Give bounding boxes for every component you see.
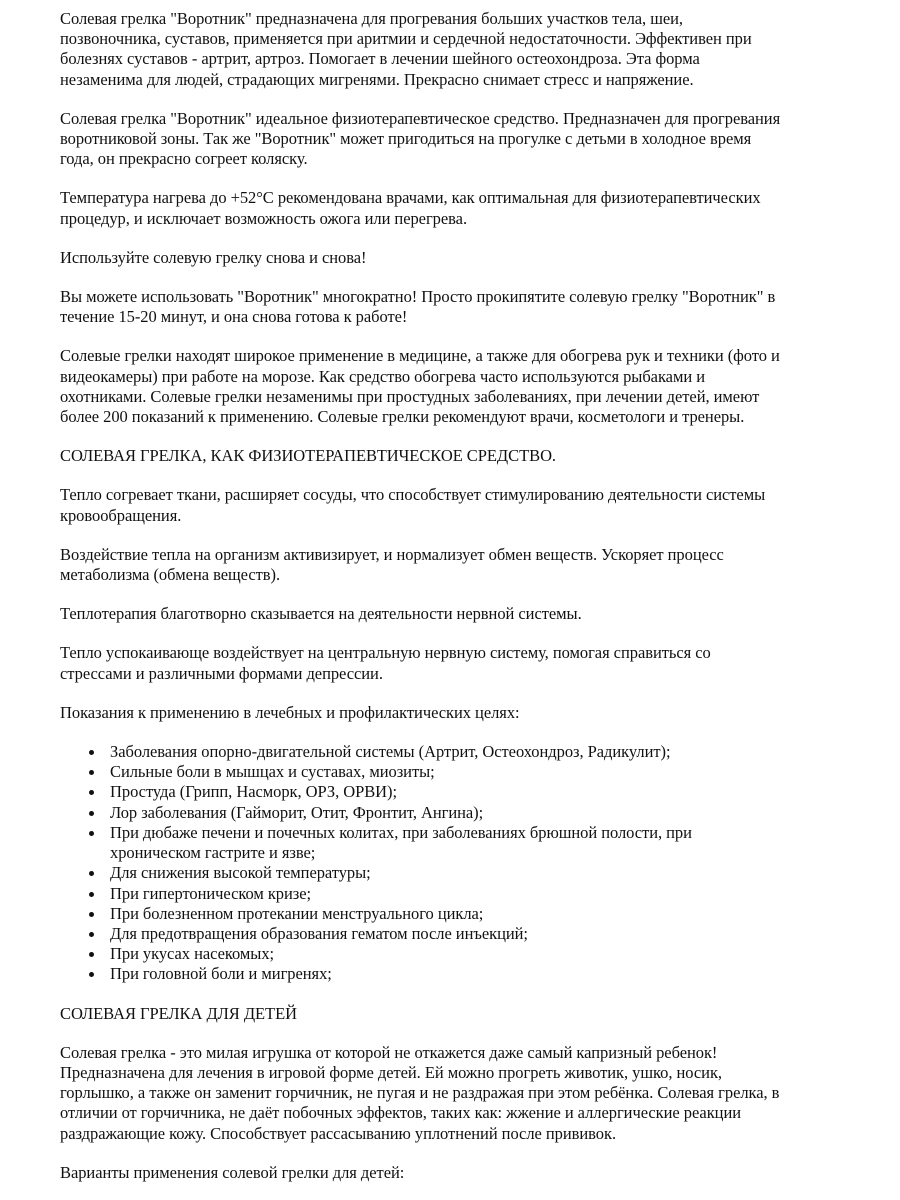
list-item — [60, 924, 860, 944]
text-line: Солевая грелка "Воротник" идеальное физиотерапевтическое средство. Предназначен для прогревания — [60, 108, 781, 128]
heading-text: СОЛЕВАЯ ГРЕЛКА ДЛЯ ДЕТЕЙ — [60, 1003, 297, 1023]
indications-list — [60, 742, 860, 984]
list-item-text: Для предотвращения образования гематом после инъекций; — [110, 923, 528, 943]
paragraph-temperature — [60, 188, 860, 228]
text-line: охотниками. Солевые грелки незаменимы при простудных заболеваниях, при лечении детей, имеют — [60, 386, 760, 406]
text-line: Используйте солевую грелку снова и снова! — [60, 247, 367, 267]
list-item — [60, 803, 860, 823]
text-line: кровообращения. — [60, 505, 182, 525]
text-line: болезнях суставов - артрит, артроз. Помогает в лечении шейного остеохондроза. Эта форма — [60, 49, 700, 69]
paragraph-collar-physio — [60, 109, 860, 170]
text-line: стрессами и различными формами депрессии. — [60, 663, 383, 683]
paragraph-children-toy — [60, 1043, 860, 1144]
text-line: Вы можете использовать "Воротник" многократно! Просто прокипятите солевую грелку "Воротник" в — [60, 287, 776, 307]
text-line: воротниковой зоны. Так же "Воротник" может пригодиться на прогулке с детьми в холодное время — [60, 129, 752, 149]
paragraph-children-variants — [60, 1163, 860, 1183]
text-line: Варианты применения солевой грелки для детей: — [60, 1162, 405, 1182]
list-item — [60, 863, 860, 883]
text-line: течение 15-20 минут, и она снова готова к работе! — [60, 307, 408, 327]
list-item — [60, 762, 860, 782]
list-item — [60, 782, 860, 802]
section-heading-physiotherapy — [60, 446, 860, 466]
text-line: видеокамеры) при работе на морозе. Как средство обогрева часто используются рыбаками и — [60, 366, 705, 386]
paragraph-calming — [60, 643, 860, 683]
text-line: Тепло согревает ткани, расширяет сосуды, что способствует стимулированию деятельности системы — [60, 485, 766, 505]
list-item — [60, 823, 860, 863]
list-item — [60, 964, 860, 984]
list-item-text: При гипертоническом кризе; — [110, 883, 312, 903]
text-line: позвоночника, суставов, применяется при аритмии и сердечной недостаточности. Эффективен при — [60, 29, 752, 49]
list-item-text: При укусах насекомых; — [110, 944, 275, 964]
text-line: горлышко, а также он заменит горчичник, не пугая и не раздражая при этом ребёнка. Солевая грелка, в — [60, 1083, 780, 1103]
text-line: Показания к применению в лечебных и профилактических целях: — [60, 702, 520, 722]
text-line: Солевая грелка "Воротник" предназначена для прогревания больших участков тела, шеи, — [60, 9, 683, 28]
section-heading-children — [60, 1004, 860, 1024]
list-item-text: Простуда (Грипп, Насморк, ОРЗ, ОРВИ); — [110, 782, 398, 802]
list-item — [60, 742, 860, 762]
paragraph-warms-tissues — [60, 485, 860, 525]
text-line: раздражающие кожу. Способствует рассасыванию уплотнений после прививок. — [60, 1123, 617, 1143]
text-line: Тепло успокаивающе воздействует на центральную нервную систему, помогая справиться со — [60, 643, 711, 663]
list-item-text: При головной боли и мигренях; — [110, 964, 332, 984]
text-line: Воздействие тепла на организм активизирует, и нормализует обмен веществ. Ускоряет процесс — [60, 544, 724, 564]
list-item-text: Для снижения высокой температуры; — [110, 863, 371, 883]
paragraph-applications — [60, 346, 860, 427]
text-line: года, он прекрасно согреет коляску. — [60, 149, 308, 169]
paragraph-metabolism — [60, 545, 860, 585]
text-line: процедур, и исключает возможность ожога или перегрева. — [60, 208, 468, 228]
text-line: Солевая грелка - это милая игрушка от которой не откажется даже самый капризный ребенок! — [60, 1042, 718, 1062]
text-line: Теплотерапия благотворно сказывается на деятельности нервной системы. — [60, 604, 582, 624]
list-item — [60, 904, 860, 924]
heading-text: СОЛЕВАЯ ГРЕЛКА, КАК ФИЗИОТЕРАПЕВТИЧЕСКОЕ СРЕДСТВО. — [60, 446, 557, 466]
list-item-text: При дюбаже печени и почечных колитах, при заболеваниях брюшной полости, при — [110, 822, 692, 842]
text-line: Предназначена для лечения в игровой форме детей. Ей можно прогреть животик, ушко, носик, — [60, 1062, 722, 1082]
text-line: незаменима для людей, страдающих мигренями. Прекрасно снимает стресс и напряжение. — [60, 69, 694, 89]
paragraph-nervous-system — [60, 604, 860, 624]
list-item-text: Заболевания опорно-двигательной системы (Артрит, Остеохондроз, Радикулит); — [110, 742, 671, 762]
list-item-text: хроническом гастрите и язве; — [110, 843, 316, 863]
list-item-text: При болезненном протекании менструального цикла; — [110, 903, 484, 923]
text-line: более 200 показаний к применению. Солевые грелки рекомендуют врачи, косметологи и тренеры. — [60, 407, 745, 427]
text-line: отличии от горчичника, не даёт побочных эффектов, таких как: жжение и аллергические реакции — [60, 1103, 741, 1123]
paragraph-collar-purpose — [60, 9, 860, 90]
text-line: Температура нагрева до +52°С рекомендована врачами, как оптимальная для физиотерапевтических — [60, 188, 761, 208]
text-line: метаболизма (обмена веществ). — [60, 565, 281, 585]
paragraph-indications-intro — [60, 703, 860, 723]
text-line: Солевые грелки находят широкое применение в медицине, а также для обогрева рук и техники (фото и — [60, 346, 780, 366]
document-page — [60, 9, 860, 1183]
paragraph-reuse — [60, 248, 860, 268]
list-item-text: Лор заболевания (Гайморит, Отит, Фронтит, Ангина); — [110, 802, 484, 822]
list-item — [60, 884, 860, 904]
list-item-text: Сильные боли в мышцах и суставах, миозиты; — [110, 762, 435, 782]
paragraph-boil — [60, 287, 860, 327]
list-item — [60, 944, 860, 964]
